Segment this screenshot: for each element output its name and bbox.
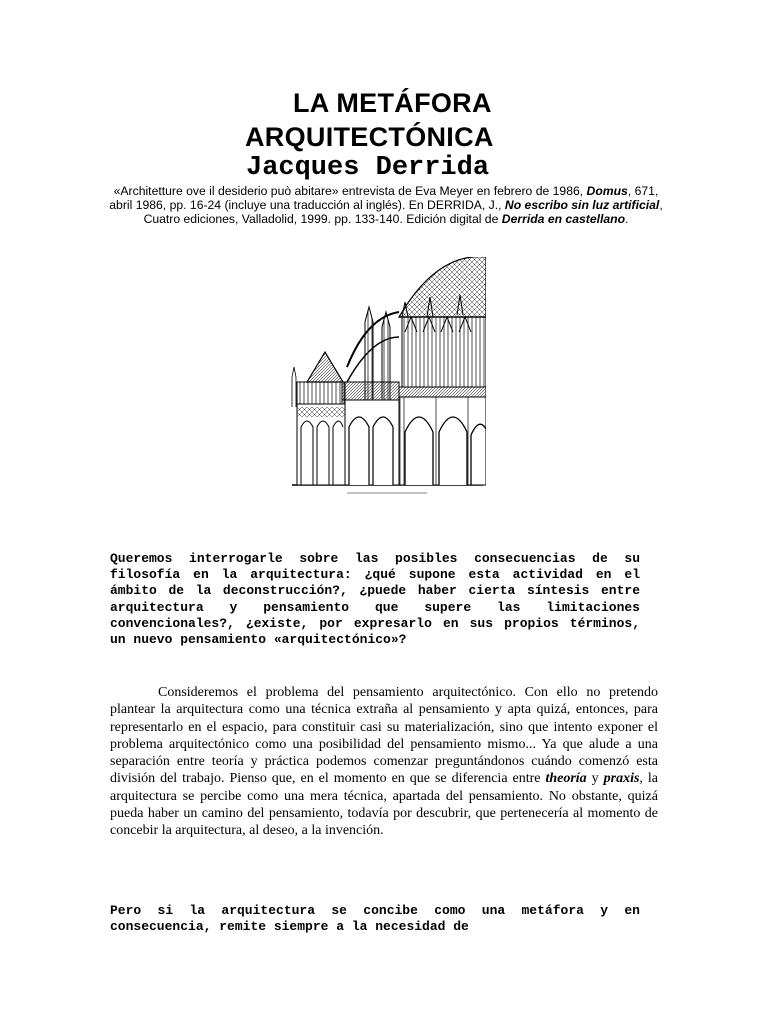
cathedral-illustration	[287, 257, 486, 498]
citation-text-2: , 671, abril 1986, pp. 16-24 (incluye una traducción al inglés). En DERRIDA, J.,	[109, 184, 659, 212]
title-line-2: ARQUITECTÓNICA	[245, 122, 494, 152]
author-name: Jacques Derrida	[246, 153, 490, 183]
interview-question-2: Pero si la arquitectura se concibe como una metáfora y en consecuencia, remite siempre a la necesidad de	[110, 903, 640, 935]
answer-conjunction: y	[586, 771, 604, 787]
interview-answer-1	[110, 684, 658, 840]
term-praxis: praxis	[603, 771, 640, 787]
citation-text-1: «Architetture ove il desiderio può abitare» entrevista de Eva Meyer en febrero de 1986,	[113, 184, 587, 198]
answer-text-2: , la arquitectura se percibe como una mera técnica, apartada del pensamiento. No obstante, quizá pueda haber un camino del pensamiento, todavía por descubrir, que pertenecería al momento de concebir la arquitectura, al deseo, a la invención.	[110, 771, 658, 839]
citation-book: No escribo sin luz artificial	[504, 198, 660, 212]
source-citation	[104, 184, 668, 226]
title-line-1: LA METÁFORA	[293, 88, 492, 118]
cathedral-engraving-image	[287, 257, 486, 498]
citation-text-4: .	[625, 212, 629, 226]
interview-question-1: Queremos interrogarle sobre las posibles consecuencias de su filosofía en la arquitectura: ¿qué supone esta actividad en el ámbito de la deconstrucción?, ¿puede haber cierta síntesis entre arquitectura y pensamiento que supere las limitaciones convencionales?, ¿existe, por expresarlo en sus propios términos, un nuevo pensamiento «arquitectónico»?	[110, 551, 640, 648]
answer-text-1: Consideremos el problema del pensamiento arquitectónico. Con ello no pretendo plantear la arquitectura como una técnica extraña al pensamiento y apta quizá, entonces, para representarlo en el espacio, para constituir casi su materialización, sino que intento exponer el problema arquitectónico como una posibilidad del pensamiento mismo... Ya que alude a una separación entre teoría y práctica podemos comenzar preguntándonos cuándo comenzó esta división del trabajo. Pienso que, en el momento en que se diferencia entre	[110, 685, 658, 787]
citation-text-3: , Cuatro ediciones, Valladolid, 1999. pp. 133-140. Edición digital de	[143, 198, 663, 226]
citation-journal: Domus	[586, 184, 628, 198]
citation-site: Derrida en castellano	[501, 212, 626, 226]
term-theoria: theoría	[545, 771, 587, 787]
